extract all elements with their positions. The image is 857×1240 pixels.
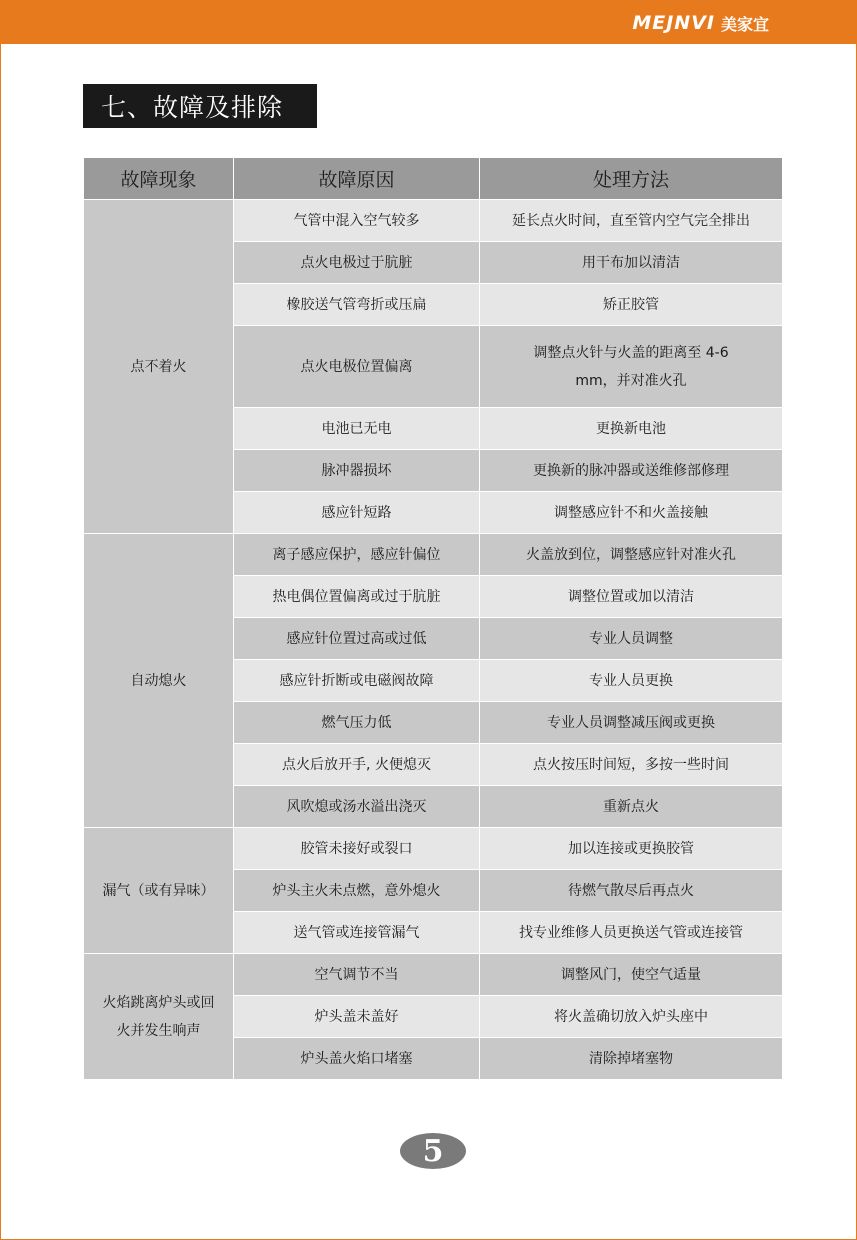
page-number: 5 (400, 1133, 466, 1169)
top-bar (0, 0, 857, 44)
cause-cell: 送气管或连接管漏气 (234, 912, 480, 954)
cause-cell: 燃气压力低 (234, 702, 480, 744)
cause-cell: 橡胶送气管弯折或压扁 (234, 284, 480, 326)
table-row (84, 534, 783, 576)
cause-cell: 点火后放开手, 火便熄灭 (234, 744, 480, 786)
header-cause: 故障原因 (234, 158, 480, 200)
symptom-cell: 点不着火 (84, 200, 234, 534)
header-symptom: 故障现象 (84, 158, 234, 200)
cause-cell: 点火电极位置偏离 (234, 326, 480, 408)
fix-cell: 加以连接或更换胶管 (480, 828, 783, 870)
fix-cell: 调整位置或加以清洁 (480, 576, 783, 618)
cause-cell: 风吹熄或汤水溢出浇灭 (234, 786, 480, 828)
fix-cell: 将火盖确切放入炉头座中 (480, 996, 783, 1038)
fix-cell: 待燃气散尽后再点火 (480, 870, 783, 912)
fix-cell: 重新点火 (480, 786, 783, 828)
fix-cell: 矫正胶管 (480, 284, 783, 326)
cause-cell: 感应针短路 (234, 492, 480, 534)
fix-cell: 专业人员调整 (480, 618, 783, 660)
brand-logo: MEJNVI (632, 12, 715, 34)
fix-cell: 调整风门，使空气适量 (480, 954, 783, 996)
table-row (84, 828, 783, 870)
brand (632, 10, 769, 36)
cause-cell: 炉头主火未点燃，意外熄火 (234, 870, 480, 912)
cause-cell: 感应针折断或电磁阀故障 (234, 660, 480, 702)
symptom-cell: 漏气（或有异味） (84, 828, 234, 954)
cause-cell: 脉冲器损坏 (234, 450, 480, 492)
cause-cell: 炉头盖未盖好 (234, 996, 480, 1038)
cause-cell: 点火电极过于肮脏 (234, 242, 480, 284)
fix-cell: 找专业维修人员更换送气管或连接管 (480, 912, 783, 954)
troubleshooting-table (83, 157, 783, 1080)
cause-cell: 炉头盖火焰口堵塞 (234, 1038, 480, 1080)
cause-cell: 胶管未接好或裂口 (234, 828, 480, 870)
header-fix: 处理方法 (480, 158, 783, 200)
cause-cell: 气管中混入空气较多 (234, 200, 480, 242)
cause-cell: 电池已无电 (234, 408, 480, 450)
fix-cell: 用干布加以清洁 (480, 242, 783, 284)
fix-cell: 火盖放到位，调整感应针对准火孔 (480, 534, 783, 576)
cause-cell: 离子感应保护，感应针偏位 (234, 534, 480, 576)
fix-cell: 调整感应针不和火盖接触 (480, 492, 783, 534)
fix-cell: 延长点火时间，直至管内空气完全排出 (480, 200, 783, 242)
cause-cell: 热电偶位置偏离或过于肮脏 (234, 576, 480, 618)
cause-cell: 感应针位置过高或过低 (234, 618, 480, 660)
symptom-cell: 火焰跳离炉头或回火并发生响声 (84, 954, 234, 1080)
table-row (84, 954, 783, 996)
brand-name: 美家宜 (720, 14, 769, 34)
fix-cell: 专业人员调整减压阀或更换 (480, 702, 783, 744)
fix-cell: 更换新的脉冲器或送维修部修理 (480, 450, 783, 492)
table-row (84, 200, 783, 242)
symptom-cell: 自动熄火 (84, 534, 234, 828)
cause-cell: 空气调节不当 (234, 954, 480, 996)
fix-cell: 专业人员更换 (480, 660, 783, 702)
table-header-row (84, 158, 783, 200)
section-title: 七、故障及排除 (83, 84, 317, 128)
fix-cell: 点火按压时间短，多按一些时间 (480, 744, 783, 786)
fix-cell: 调整点火针与火盖的距离至 4-6 mm，并对准火孔 (480, 326, 783, 408)
fix-cell: 清除掉堵塞物 (480, 1038, 783, 1080)
fix-cell: 更换新电池 (480, 408, 783, 450)
